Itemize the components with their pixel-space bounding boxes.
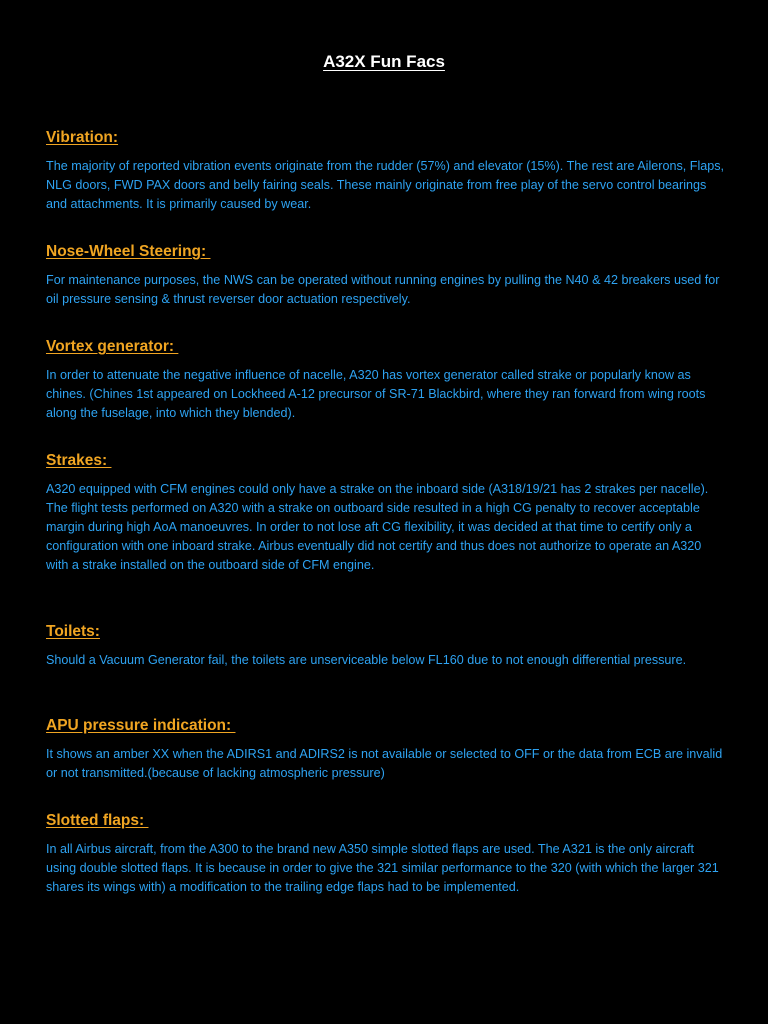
section-heading: Nose-Wheel Steering: — [46, 243, 211, 260]
section-body: A320 equipped with CFM engines could only have a strake on the inboard side (A318/19/21 has 2 strakes per nacelle). The flight tests performed on A320 with a strake on outboard side resulted in a high CG penalty to recover acceptable margin during high AoA manoeuvres. In order to not lose aft CG flexibility, it was decided at that time to certify only a configuration with one inboard strake. Airbus eventually did not certify and thus does not authorize to operate an A320 with a strake installed on the outboard side of CFM engine. — [46, 482, 709, 572]
section-apu-pressure-indication — [46, 716, 726, 783]
section-heading: Toilets: — [46, 623, 100, 640]
section-heading: Vibration: — [46, 129, 119, 146]
document-title: A32X Fun Facs — [323, 52, 445, 71]
section-heading: Strakes: — [46, 452, 112, 469]
section-strakes — [46, 451, 726, 575]
section-body: In all Airbus aircraft, from the A300 to the brand new A350 simple slotted flaps are used. The A321 is the only aircraft using double slotted flaps. It is because in order to give the 321 similar performance to the 320 (with which the larger 321 shares its wings with) a modification to the trailing edge flaps had to be implemented. — [46, 842, 719, 894]
section-body: For maintenance purposes, the NWS can be operated without running engines by pulling the N40 & 42 breakers used for oil pressure sensing & thrust reverser door actuation respectively. — [46, 273, 720, 306]
section-body: Should a Vacuum Generator fail, the toilets are unserviceable below FL160 due to not enough differential pressure. — [46, 653, 687, 667]
section-slotted-flaps — [46, 811, 726, 897]
section-heading: APU pressure indication: — [46, 717, 236, 734]
section-nose-wheel-steering — [46, 242, 726, 309]
section-vibration — [46, 128, 726, 214]
section-heading: Vortex generator: — [46, 338, 179, 355]
section-body: In order to attenuate the negative influence of nacelle, A320 has vortex generator called strake or popularly know as chines. (Chines 1st appeared on Lockheed A-12 precursor of SR-71 Blackbird, where they ran forward from wing roots along the fuselage, into which they blended). — [46, 368, 706, 420]
section-vortex-generator — [46, 337, 726, 423]
section-heading: Slotted flaps: — [46, 812, 149, 829]
section-body: It shows an amber XX when the ADIRS1 and ADIRS2 is not available or selected to OFF or the data from ECB are invalid or not transmitted.(because of lacking atmospheric pressure) — [46, 747, 723, 780]
section-toilets — [46, 622, 726, 670]
section-body: The majority of reported vibration events originate from the rudder (57%) and elevator (15%). The rest are Ailerons, Flaps, NLG doors, FWD PAX doors and belly fairing seals. These mainly originate from free play of the servo control bearings and attachments. It is primarily caused by wear. — [46, 159, 725, 211]
